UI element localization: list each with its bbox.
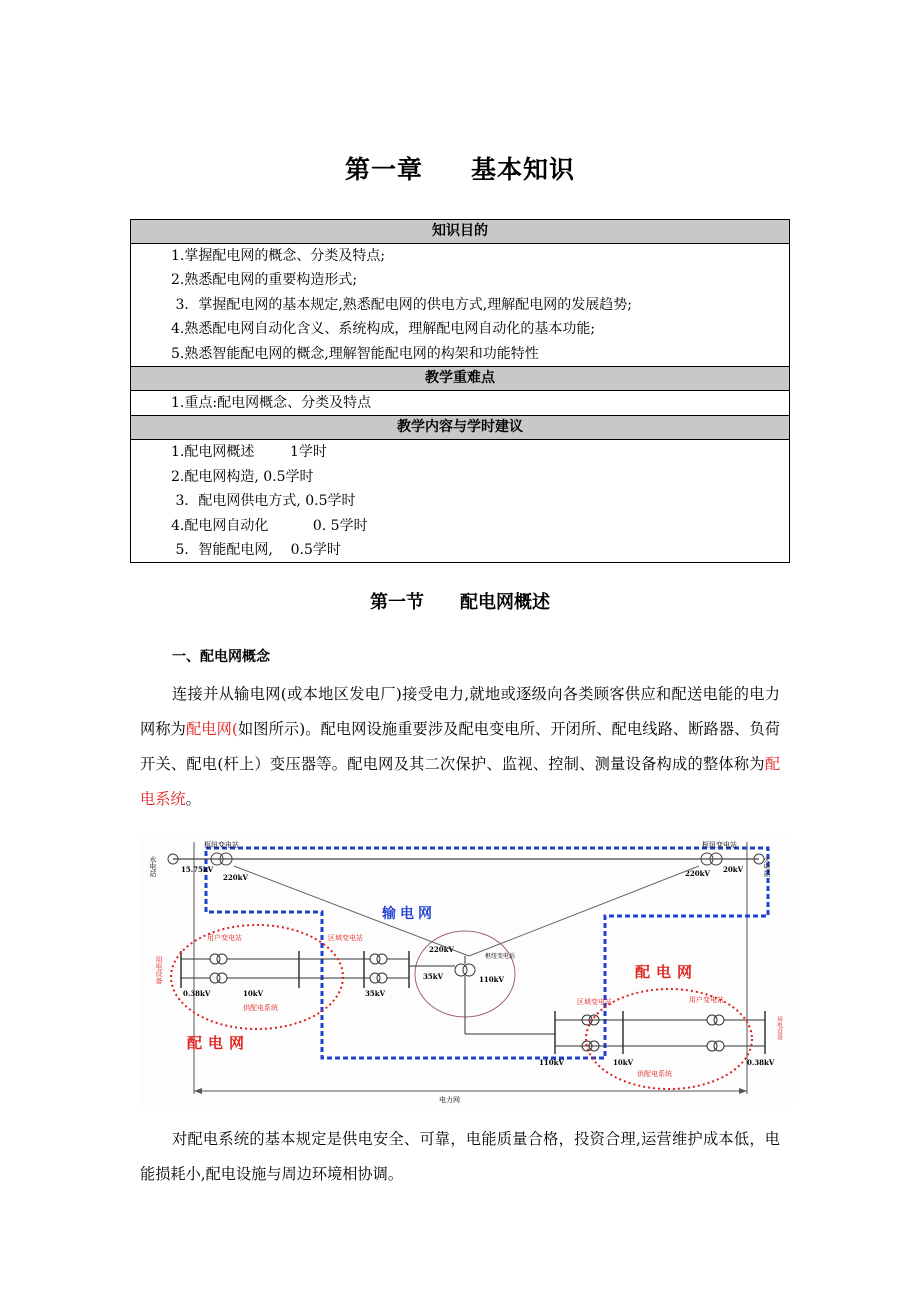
voltage-label: 0.38kV bbox=[747, 1058, 775, 1067]
objective-item: 2.熟悉配电网的重要构造形式; bbox=[171, 272, 358, 289]
voltage-label: 220kV bbox=[685, 869, 710, 878]
term-distribution-network: 配电网 bbox=[185, 720, 232, 738]
supply-system-right-label: 供配电系统 bbox=[637, 1070, 672, 1078]
hub-substation-left-label: 枢纽变电站 bbox=[204, 841, 239, 849]
objective-item: 3．掌握配电网的基本规定,熟悉配电网的供电方式,理解配电网的发展趋势; bbox=[171, 296, 632, 313]
objective-item: 1.掌握配电网的概念、分类及特点; bbox=[171, 248, 386, 264]
user-equipment-right-label: 用电设备 bbox=[775, 1016, 783, 1040]
voltage-label: 220kV bbox=[223, 873, 248, 882]
voltage-label: 10kV bbox=[613, 1058, 634, 1067]
section-number: 第一节 bbox=[370, 592, 424, 613]
power-grid-label: 电力网 bbox=[439, 1096, 460, 1104]
key-points-header: 教学重难点 bbox=[131, 367, 790, 391]
objective-item: 5.熟悉智能配电网的概念,理解智能配电网的构架和功能特性 bbox=[171, 345, 539, 362]
schedule-item: 3．配电网供电方式, 0.5学时 bbox=[171, 493, 356, 510]
voltage-label: 10kV bbox=[243, 989, 264, 998]
paragraph-text: 连接并从输电网(或本地区发电厂)接受电力,就地或逐级向各类顾客供应和配送电能的电力网称为 bbox=[140, 685, 780, 738]
center-substation-label: 枢纽变电站 bbox=[485, 953, 516, 960]
objectives-table bbox=[130, 219, 790, 563]
schedule-item: 2.配电网构造, 0.5学时 bbox=[171, 468, 314, 485]
schedule-item: 5．智能配电网, 0.5学时 bbox=[171, 542, 341, 559]
key-point-item: 1.重点:配电网概念、分类及特点 bbox=[171, 395, 372, 412]
paragraph-requirements: 对配电系统的基本规定是供电安全、可靠，电能质量合格，投资合理,运营维护成本低，电能损耗小,配电设施与周边环境相协调。 bbox=[140, 1130, 780, 1183]
voltage-label: 220kV bbox=[429, 945, 454, 954]
chapter-name: 基本知识 bbox=[471, 155, 576, 184]
paren-open: ( bbox=[231, 720, 238, 738]
user-substation-left-label: 用户变电站 bbox=[207, 934, 242, 942]
power-network-diagram bbox=[139, 836, 793, 1106]
paragraph-end: 。 bbox=[185, 790, 201, 808]
voltage-label: 35kV bbox=[365, 989, 386, 998]
voltage-label: 15.75kV bbox=[181, 865, 214, 874]
objectives-header: 知识目的 bbox=[131, 220, 790, 244]
voltage-label: 20kV bbox=[723, 865, 744, 874]
distribution-network-right-label: 配电网 bbox=[635, 963, 699, 981]
hydro-plant-label: 水电站 bbox=[149, 856, 157, 877]
regional-substation-right-label: 区域变电站 bbox=[577, 998, 612, 1006]
voltage-label: 35kV bbox=[423, 972, 444, 981]
user-substation-right-label: 用户变电站 bbox=[689, 996, 724, 1004]
objectives-body bbox=[131, 244, 790, 367]
hub-substation-right-label: 枢纽变电站 bbox=[702, 841, 737, 849]
voltage-label: 110kV bbox=[479, 975, 504, 984]
schedule-body bbox=[131, 440, 790, 563]
paragraph-text: 如图所示)。配电网设施重要涉及配电变电所、开闭所、配电线路、断路器、负荷开关、配电(杆上）变压器等。配电网及其二次保护、监视、控制、测量设备构成的整体称为 bbox=[140, 720, 780, 773]
regional-substation-left-label: 区域变电站 bbox=[328, 934, 363, 942]
objective-item: 4.熟悉配电网自动化含义、系统构成，理解配电网自动化的基本功能; bbox=[171, 321, 596, 338]
transmission-network-label: 输电网 bbox=[382, 906, 436, 922]
voltage-label: 110kV bbox=[539, 1058, 564, 1067]
key-points-body bbox=[131, 391, 790, 416]
paragraph-definition bbox=[140, 677, 780, 817]
distribution-network-left-label: 配电网 bbox=[187, 1034, 251, 1052]
voltage-label: 0.38kV bbox=[183, 989, 211, 998]
section-name: 配电网概述 bbox=[460, 592, 550, 613]
schedule-header: 教学内容与学时建议 bbox=[131, 416, 790, 440]
thermal-plant-label: 火电站 bbox=[763, 856, 771, 877]
user-equipment-left-label: 用电设备 bbox=[155, 956, 163, 984]
subsection-title: 一、配电网概念 bbox=[172, 649, 270, 665]
schedule-item: 4.配电网自动化 0. 5学时 bbox=[171, 517, 368, 534]
chapter-title bbox=[0, 150, 920, 186]
term-distribution-system: 配电系统 bbox=[140, 755, 780, 808]
supply-system-left-label: 供配电系统 bbox=[243, 1004, 278, 1012]
schedule-item: 1.配电网概述 1学时 bbox=[171, 444, 327, 461]
chapter-number: 第一章 bbox=[344, 155, 423, 184]
section-title bbox=[0, 588, 920, 614]
